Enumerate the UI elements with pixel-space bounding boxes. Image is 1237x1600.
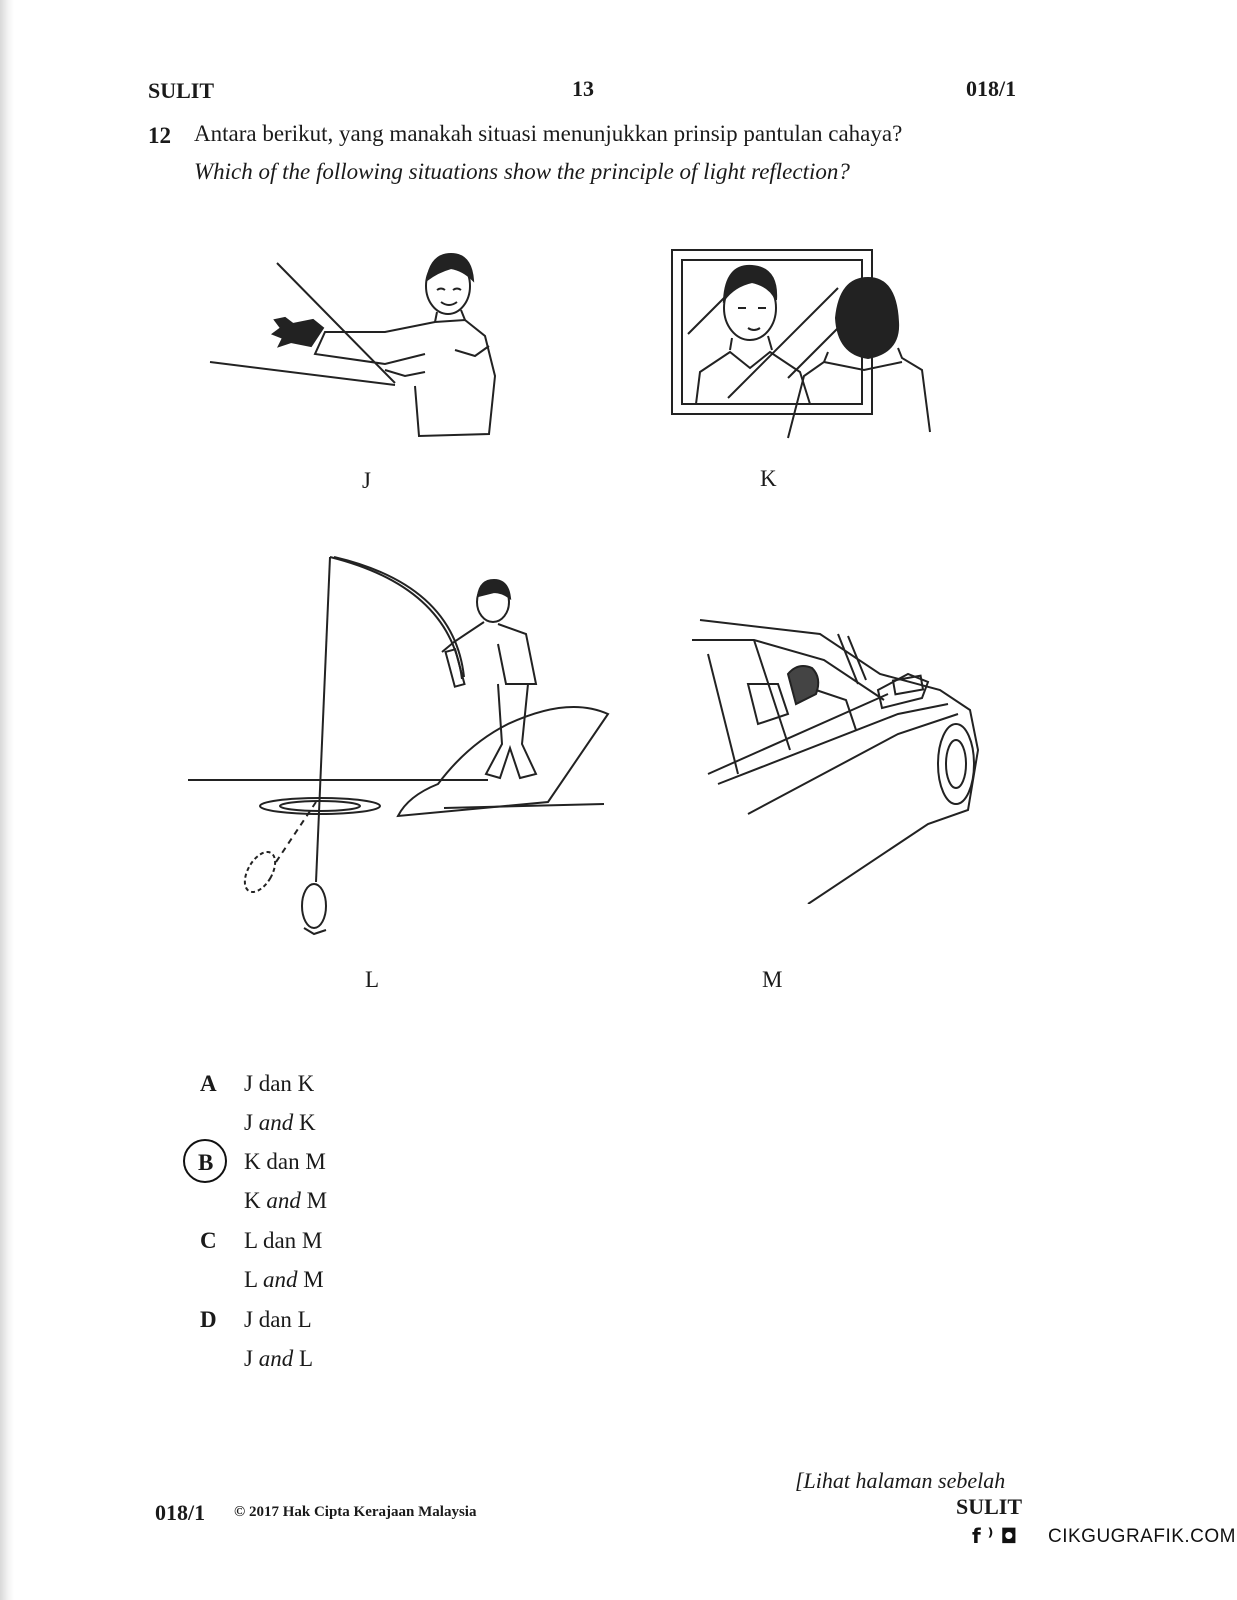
option-a-letter[interactable]: A	[200, 1071, 217, 1096]
figure-label-m: M	[762, 967, 783, 992]
option-b-english: K and M	[244, 1188, 328, 1213]
figure-j	[205, 250, 505, 445]
social-icons[interactable]: f ⁾ ◘	[972, 1524, 1018, 1548]
option-c-letter[interactable]: C	[200, 1228, 217, 1253]
option-a-malay: J dan K	[244, 1071, 315, 1096]
option-d-malay: J dan L	[244, 1307, 312, 1332]
figure-k	[668, 248, 943, 443]
footer-copyright: © 2017 Hak Cipta Kerajaan Malaysia	[234, 1504, 477, 1520]
car-side-mirror-icon	[688, 614, 988, 904]
option-c-english: L and M	[244, 1267, 324, 1292]
option-a-english: J and K	[244, 1110, 316, 1135]
man-fishing-refraction-icon	[188, 552, 618, 937]
brand-watermark: CIKGUGRAFIK.COM	[1048, 1526, 1237, 1547]
question-number: 12	[148, 123, 171, 148]
question-text-malay: Antara berikut, yang manakah situasi menunjukkan prinsip pantulan cahaya?	[194, 121, 903, 146]
figure-label-l: L	[365, 967, 380, 992]
figure-l	[188, 552, 618, 937]
footer-code: 018/1	[155, 1500, 206, 1525]
paper-code: 018/1	[966, 76, 1017, 101]
man-looking-in-mirror-icon	[668, 248, 943, 443]
header-sulit: SULIT	[148, 78, 215, 103]
figure-label-k: K	[760, 466, 777, 491]
question-text-english: Which of the following situations show the principle of light reflection?	[194, 159, 850, 184]
next-page-note: [Lihat halaman sebelah	[795, 1468, 1006, 1493]
man-gloved-hand-light-ray-icon	[205, 250, 505, 445]
option-d-english: J and L	[244, 1346, 314, 1371]
page-edge	[0, 0, 14, 1600]
footer-sulit: SULIT	[956, 1494, 1023, 1519]
option-b-malay: K dan M	[244, 1149, 326, 1174]
figure-m	[688, 614, 988, 904]
option-d-letter[interactable]: D	[200, 1307, 217, 1332]
page-number: 13	[572, 76, 594, 101]
option-c-malay: L dan M	[244, 1228, 323, 1253]
figure-label-j: J	[362, 468, 371, 493]
option-b-letter[interactable]: B	[198, 1150, 214, 1175]
